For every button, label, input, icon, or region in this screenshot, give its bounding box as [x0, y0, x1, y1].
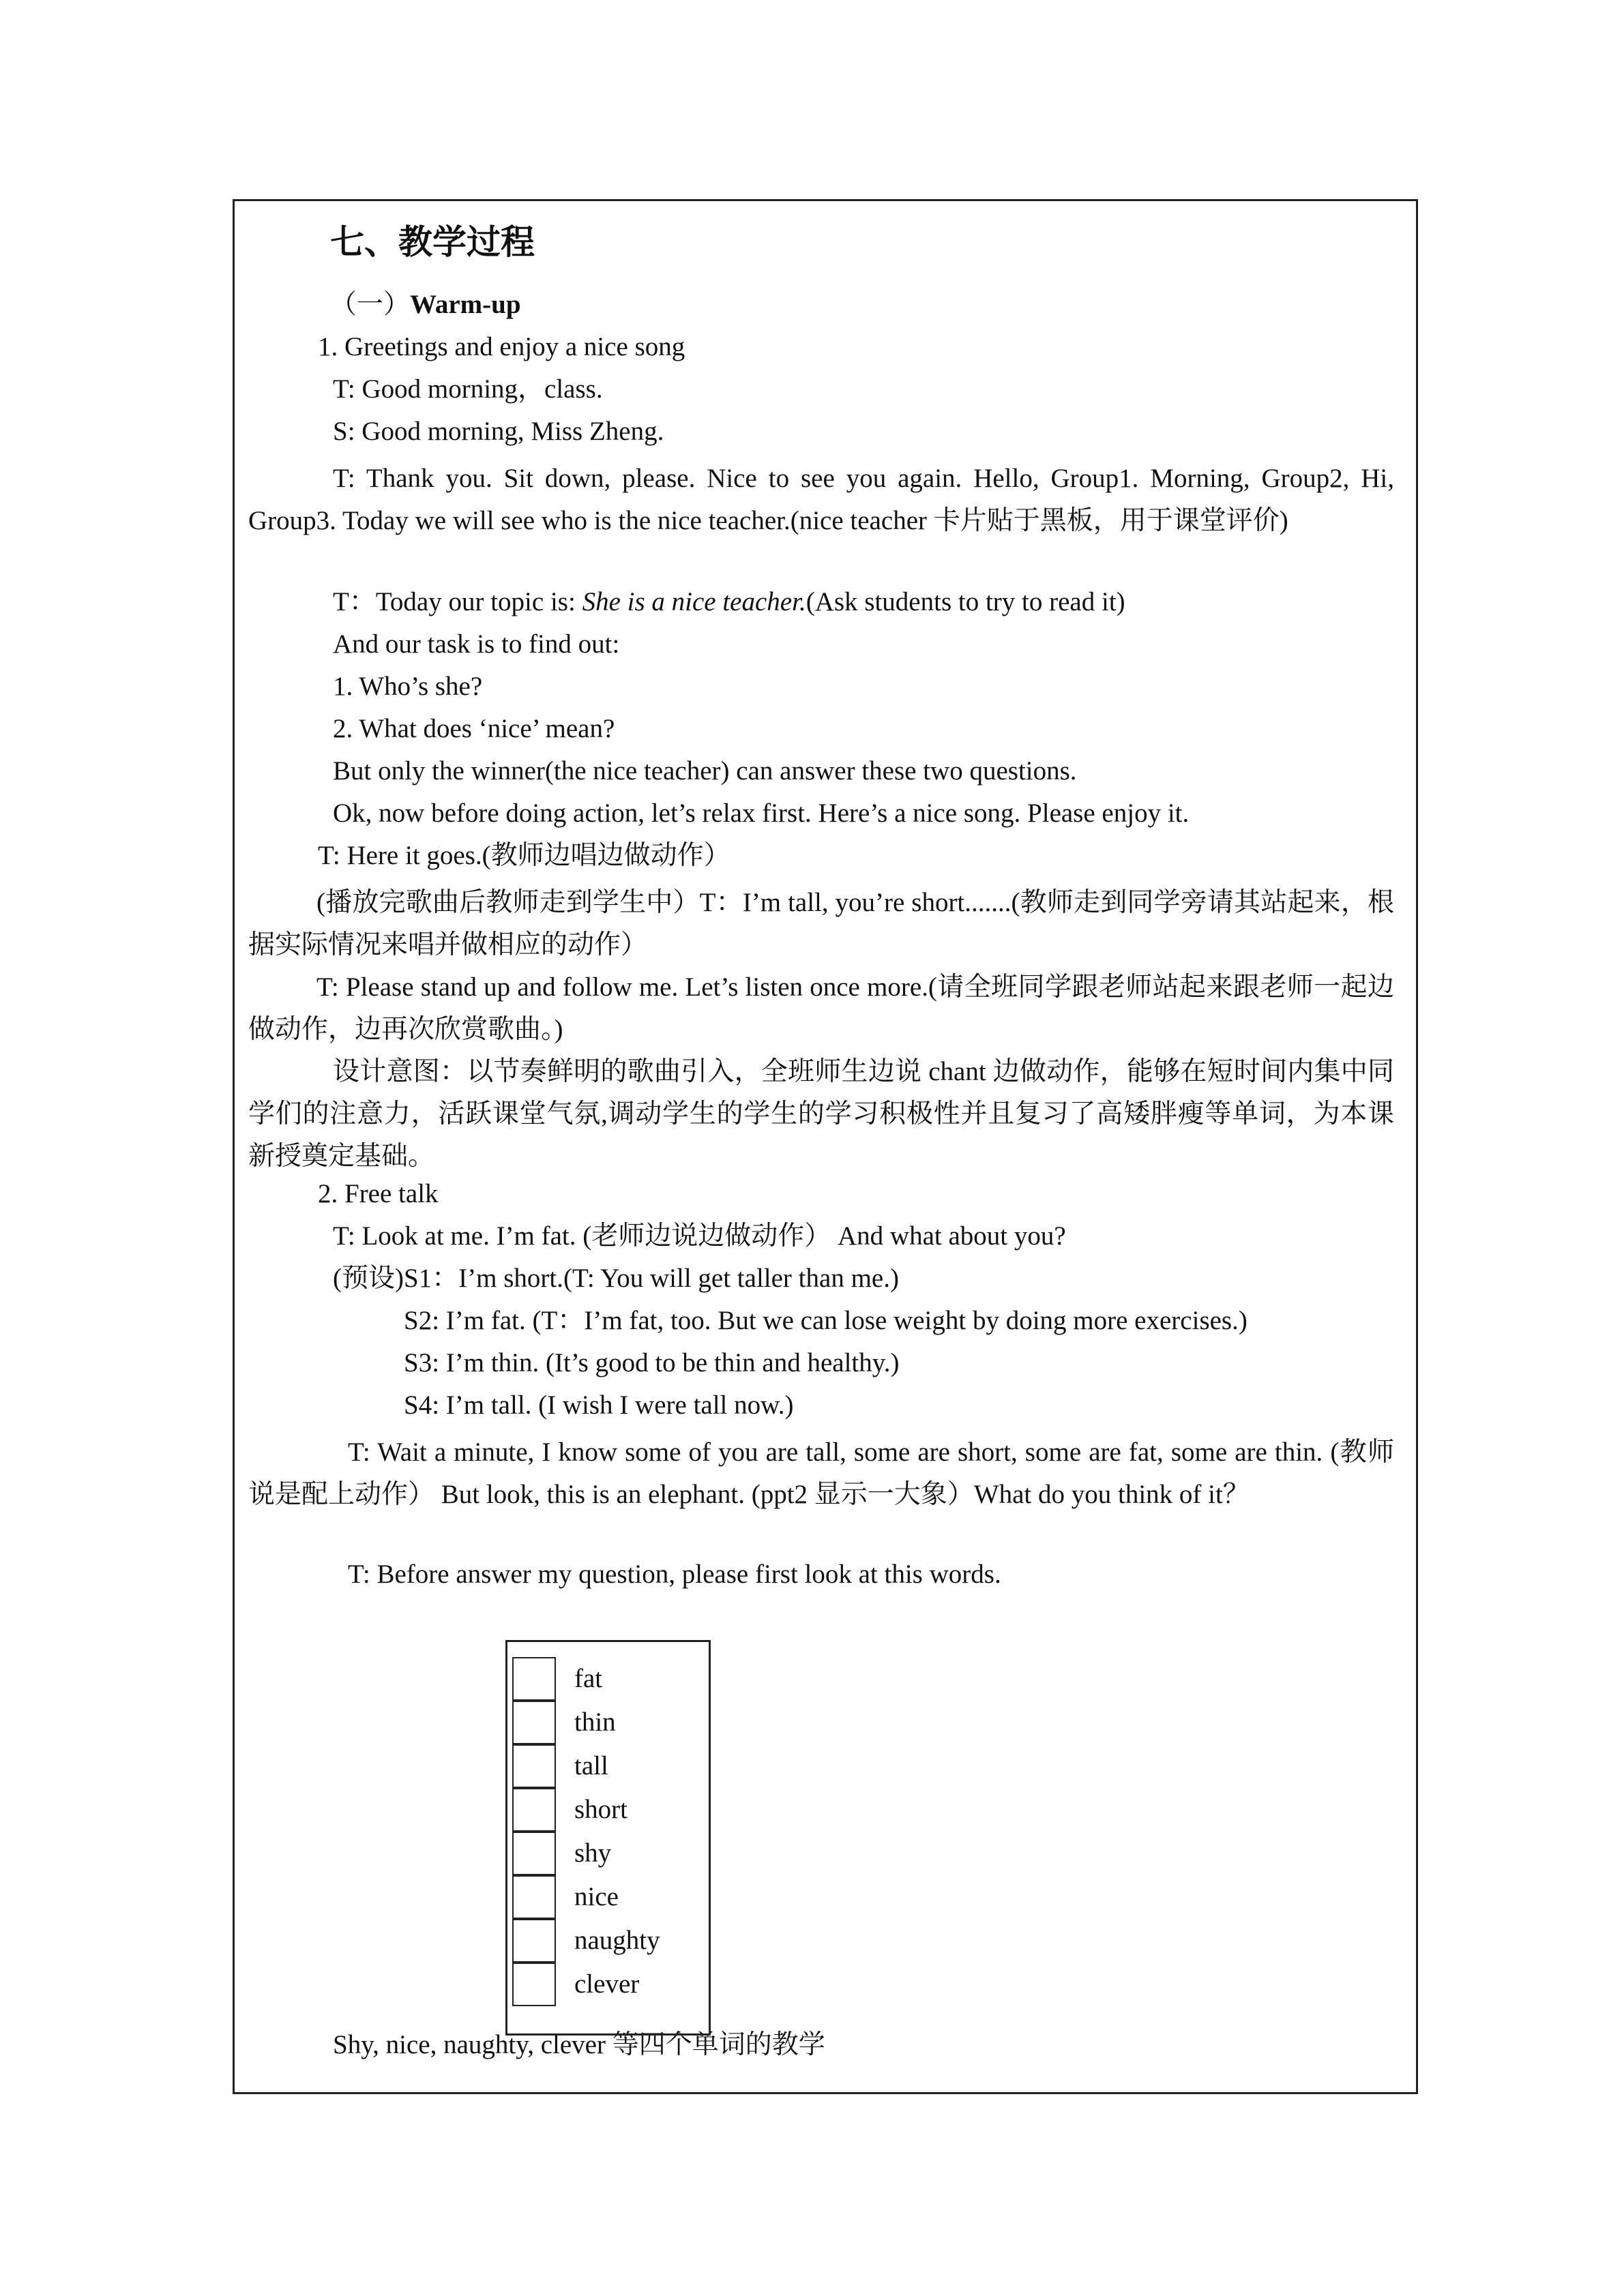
checkbox[interactable]	[512, 1701, 556, 1744]
word-row	[512, 1963, 703, 2006]
para-thank-you: T: Thank you. Sit down, please. Nice to see you again. Hello, Group1. Morning, Group2, Hi, Group3. Today we will see who is the nice teacher.(nice teacher 卡片贴于黑板，用于课堂评价)	[248, 464, 1394, 535]
checkbox[interactable]	[512, 1875, 556, 1919]
word-row	[512, 1788, 703, 1832]
word-checklist	[505, 1640, 711, 2036]
subsection-title	[330, 288, 521, 321]
line-topic-title: She is a nice teacher.	[582, 587, 806, 616]
word-label: thin	[574, 1708, 616, 1737]
line-word-teaching: Shy, nice, naughty, clever 等四个单词的教学	[333, 2030, 825, 2059]
line-topic	[333, 586, 1125, 618]
line-s2: S2: I’m fat. (T：I’m fat, too. But we can lose weight by doing more exercises.)	[404, 1306, 1247, 1335]
line-student-morning: S: Good morning, Miss Zheng.	[333, 417, 664, 446]
line-s3: S3: I’m thin. (It’s good to be thin and healthy.)	[404, 1348, 900, 1377]
word-row	[512, 1701, 703, 1744]
line-free-talk: 2. Free talk	[318, 1179, 439, 1208]
line-winner: But only the winner(the nice teacher) can answer these two questions.	[333, 756, 1077, 786]
line-question-1: 1. Who’s she?	[333, 672, 483, 701]
para-design-intent: 设计意图：以节奏鲜明的歌曲引入，全班师生边说 chant 边做动作，能够在短时间内集中同学们的注意力，活跃课堂气氛,调动学生的学生的学习积极性并且复习了高矮胖瘦等单词，为本课新授奠定基础。	[248, 1057, 1394, 1171]
checkbox[interactable]	[512, 1832, 556, 1875]
para-after-song: (播放完歌曲后教师走到学生中）T：I’m tall, you’re short.......(教师走到同学旁请其站起来，根据实际情况来唱并做相应的动作）	[248, 888, 1394, 959]
checkbox[interactable]	[512, 1788, 556, 1832]
checkbox[interactable]	[512, 1919, 556, 1963]
line-teacher-morning: T: Good morning，class.	[333, 374, 603, 404]
word-label: short	[574, 1795, 628, 1824]
line-task: And our task is to find out:	[333, 629, 620, 659]
line-before-answer: T: Before answer my question, please first look at this words.	[348, 1560, 1001, 1589]
word-label: shy	[574, 1838, 612, 1868]
word-label: tall	[574, 1751, 608, 1780]
checkbox[interactable]	[512, 1744, 556, 1788]
para-stand-up: T: Please stand up and follow me. Let’s listen once more.(请全班同学跟老师站起来跟老师一起边做动作，边再次欣赏歌曲。)	[248, 972, 1394, 1044]
subsection-label: Warm-up	[410, 290, 521, 319]
word-row	[512, 1875, 703, 1919]
line-topic-suffix: (Ask students to try to read it)	[806, 587, 1125, 616]
word-label: clever	[574, 1969, 640, 1999]
word-row	[512, 1919, 703, 1963]
word-label: nice	[574, 1882, 619, 1911]
lesson-frame	[233, 199, 1418, 2094]
word-label: naughty	[574, 1926, 660, 1955]
checkbox[interactable]	[512, 1657, 556, 1701]
line-topic-prefix: T：Today our topic is:	[333, 587, 582, 616]
para-wait-a-minute: T: Wait a minute, I know some of you are tall, some are short, some are fat, some are thin. (教师说是配上动作） But look, this is an elephant. (ppt2 显示一大象）What do you think of it？	[248, 1437, 1394, 1509]
word-row	[512, 1657, 703, 1701]
word-label: fat	[574, 1664, 603, 1693]
line-relax: Ok, now before doing action, let’s relax first. Here’s a nice song. Please enjoy it.	[333, 799, 1190, 828]
checkbox[interactable]	[512, 1963, 556, 2006]
line-s4: S4: I’m tall. (I wish I were tall now.)	[404, 1390, 794, 1420]
line-look-at-me: T: Look at me. I’m fat. (老师边说边做动作） And what about you?	[333, 1221, 1066, 1251]
line-here-it-goes: T: Here it goes.(教师边唱边做动作）	[318, 841, 730, 870]
line-s1: (预设)S1：I’m short.(T: You will get taller than me.)	[333, 1264, 899, 1293]
word-row	[512, 1832, 703, 1875]
section-title: 七、教学过程	[330, 222, 535, 262]
line-question-2: 2. What does ‘nice’ mean?	[333, 714, 615, 743]
subsection-prefix: （一）	[330, 290, 411, 319]
word-row	[512, 1744, 703, 1788]
line-greetings: 1. Greetings and enjoy a nice song	[318, 332, 685, 361]
